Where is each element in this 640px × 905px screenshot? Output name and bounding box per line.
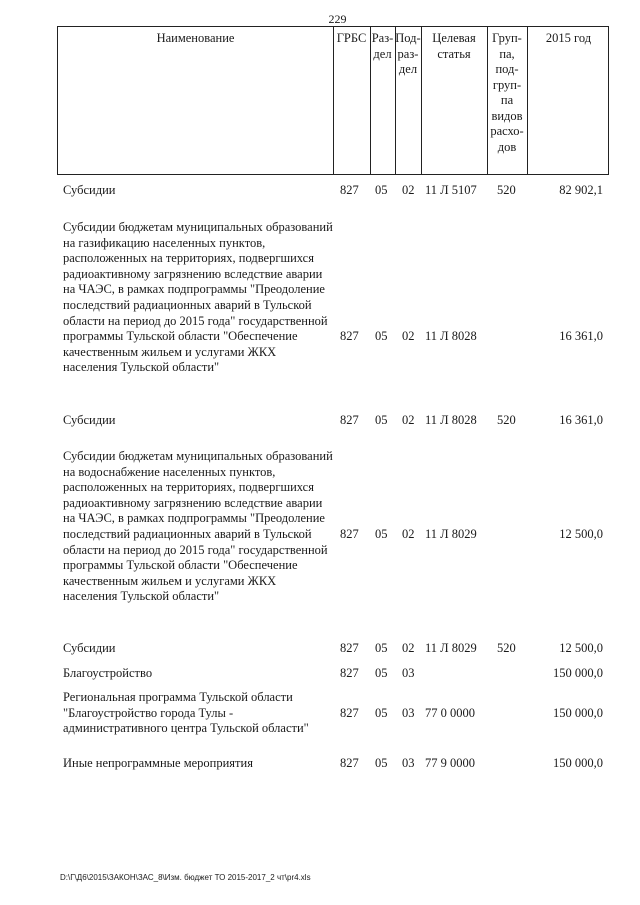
row-podrazdel: 03: [402, 706, 415, 720]
row-gruppa: 520: [497, 413, 516, 427]
header-gruppa: Груп- па, под- груп- па видов расхо- дов: [490, 31, 524, 154]
row-celevaya: 11 Л 8028: [425, 329, 477, 343]
row-grbs: 827: [340, 756, 359, 770]
row-razdel: 05: [375, 329, 388, 343]
column-divider: [527, 27, 528, 174]
row-podrazdel: 02: [402, 183, 415, 197]
row-celevaya: 11 Л 8029: [425, 641, 477, 655]
row-name: Субсидии: [63, 183, 116, 197]
row-razdel: 05: [375, 706, 388, 720]
row-podrazdel: 02: [402, 329, 415, 343]
row-celevaya: 77 9 0000: [425, 756, 475, 770]
row-celevaya: 11 Л 5107: [425, 183, 477, 197]
row-grbs: 827: [340, 666, 359, 680]
header-name: Наименование: [156, 31, 235, 45]
header-razdel: Раз- дел: [371, 31, 394, 61]
row-gruppa: 520: [497, 641, 516, 655]
header-podrazdel: Под- раз- дел: [395, 31, 421, 76]
row-podrazdel: 03: [402, 756, 415, 770]
column-divider: [333, 27, 334, 174]
row-amount: 82 902,1: [559, 183, 603, 197]
page-number: 229: [328, 12, 347, 26]
row-name: Региональная программа Тульской области "Благоустройство города Тулы - административного центра Тульской области": [63, 690, 309, 736]
row-name: Субсидии бюджетам муниципальных образований на газификацию населенных пунктов, расположенных на территориях, подвергшихся радиоактивному загрязнению вследствие аварии на ЧАЭС, в рамках подпрограммы "Преодоление последствий радиационных аварий в Тульской области на период до 2015 года" государственной программы Тульской области "Обеспечение качественным жильем и услугами ЖКХ населения Тульской области": [63, 220, 333, 375]
row-grbs: 827: [340, 527, 359, 541]
row-celevaya: 77 0 0000: [425, 706, 475, 720]
row-grbs: 827: [340, 641, 359, 655]
row-amount: 150 000,0: [553, 756, 603, 770]
row-name: Субсидии бюджетам муниципальных образований на водоснабжение населенных пунктов, расположенных на территориях, подвергшихся радиоактивному загрязнению вследствие аварии на ЧАЭС, в рамках подпрограммы "Преодоление последствий радиационных аварий в Тульской области на период до 2015 года" государственной программы Тульской области "Обеспечение качественным жильем и услугами ЖКХ населения Тульской области": [63, 449, 333, 604]
row-celevaya: 11 Л 8029: [425, 527, 477, 541]
row-name: Субсидии: [63, 641, 116, 655]
row-razdel: 05: [375, 527, 388, 541]
row-razdel: 05: [375, 666, 388, 680]
row-amount: 12 500,0: [559, 527, 603, 541]
row-name: Иные непрограммные мероприятия: [63, 756, 253, 770]
row-amount: 16 361,0: [559, 329, 603, 343]
row-razdel: 05: [375, 413, 388, 427]
header-year: 2015 год: [545, 31, 592, 45]
row-amount: 150 000,0: [553, 706, 603, 720]
row-name: Субсидии: [63, 413, 116, 427]
row-grbs: 827: [340, 706, 359, 720]
row-podrazdel: 02: [402, 527, 415, 541]
file-path-footer: D:\Г\Д6\2015\ЗАКОН\ЗАС_8\Изм. бюджет ТО 2015-2017_2 чт\pr4.xls: [60, 873, 311, 882]
row-podrazdel: 02: [402, 641, 415, 655]
row-amount: 16 361,0: [559, 413, 603, 427]
row-podrazdel: 03: [402, 666, 415, 680]
row-razdel: 05: [375, 641, 388, 655]
row-podrazdel: 02: [402, 413, 415, 427]
header-celevaya: Целевая статья: [432, 31, 476, 61]
table-header: [57, 26, 609, 175]
row-name: Благоустройство: [63, 666, 153, 680]
row-grbs: 827: [340, 413, 359, 427]
row-amount: 150 000,0: [553, 666, 603, 680]
row-grbs: 827: [340, 329, 359, 343]
row-razdel: 05: [375, 756, 388, 770]
row-razdel: 05: [375, 183, 388, 197]
row-amount: 12 500,0: [559, 641, 603, 655]
row-gruppa: 520: [497, 183, 516, 197]
header-grbs: ГРБС: [336, 31, 367, 45]
row-celevaya: 11 Л 8028: [425, 413, 477, 427]
row-grbs: 827: [340, 183, 359, 197]
